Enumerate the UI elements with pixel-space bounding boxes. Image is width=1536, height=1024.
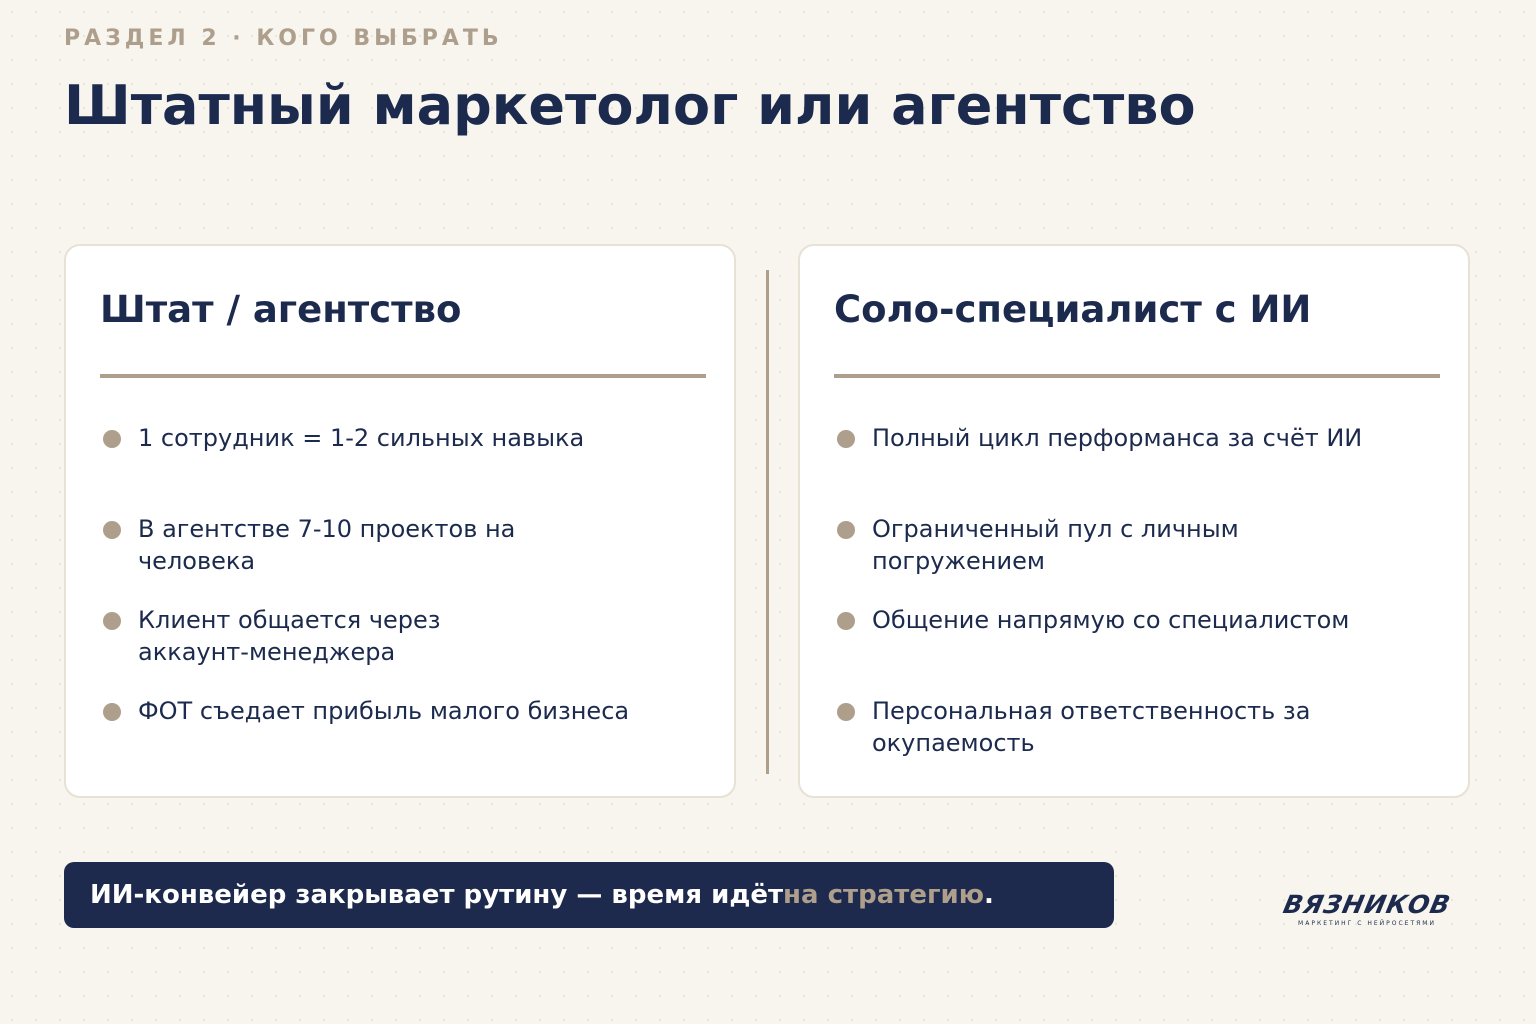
bullet-dot-icon: [103, 430, 121, 448]
list-item: [834, 695, 1434, 759]
list-item-text: В агентстве 7-10 проектов на человека: [138, 515, 516, 575]
section-label: РАЗДЕЛ 2 · КОГО ВЫБРАТЬ: [64, 26, 503, 51]
list-item: [834, 513, 1434, 577]
bullet-dot-icon: [837, 521, 855, 539]
card-divider-line: [100, 374, 706, 378]
bullet-dot-icon: [103, 612, 121, 630]
summary-banner: [64, 862, 1114, 928]
list-item-text: Клиент общается через аккаунт-менеджера: [138, 606, 441, 666]
card-title: Соло-специалист с ИИ: [834, 288, 1312, 331]
bullet-dot-icon: [837, 703, 855, 721]
list-item: [100, 513, 700, 577]
list-item: [100, 695, 700, 727]
banner-text: ИИ-конвейер закрывает рутину — время идёт: [90, 880, 784, 910]
bullet-dot-icon: [103, 703, 121, 721]
list-item-text: Персональная ответственность за окупаемость: [872, 697, 1311, 757]
logo-wordmark: ВЯЗНИКОВ: [1280, 890, 1454, 919]
banner-accent-text: на стратегию: [783, 880, 985, 910]
card-solo-ai: [798, 244, 1470, 798]
card-title: Штат / агентство: [100, 288, 462, 331]
list-item: [834, 422, 1434, 454]
card-divider-line: [834, 374, 1440, 378]
list-item-text: ФОТ съедает прибыль малого бизнеса: [138, 697, 630, 725]
list-item-text: Ограниченный пул с личным погружением: [872, 515, 1239, 575]
list-item-text: 1 сотрудник = 1-2 сильных навыка: [138, 424, 585, 452]
logo-tagline: МАРКЕТИНГ С НЕЙРОСЕТЯМИ: [1298, 920, 1436, 927]
list-item: [100, 422, 700, 454]
list-item: [100, 604, 700, 668]
card-staff-agency: [64, 244, 736, 798]
page-title: Штатный маркетолог или агентство: [64, 74, 1196, 137]
bullet-dot-icon: [103, 521, 121, 539]
bullet-dot-icon: [837, 430, 855, 448]
list-item-text: Полный цикл перформанса за счёт ИИ: [872, 424, 1363, 452]
banner-tail: .: [984, 880, 994, 910]
list-item: [834, 604, 1434, 636]
bullet-dot-icon: [837, 612, 855, 630]
brand-logo: [1262, 890, 1472, 934]
list-item-text: Общение напрямую со специалистом: [872, 606, 1350, 634]
vertical-divider: [766, 270, 769, 774]
